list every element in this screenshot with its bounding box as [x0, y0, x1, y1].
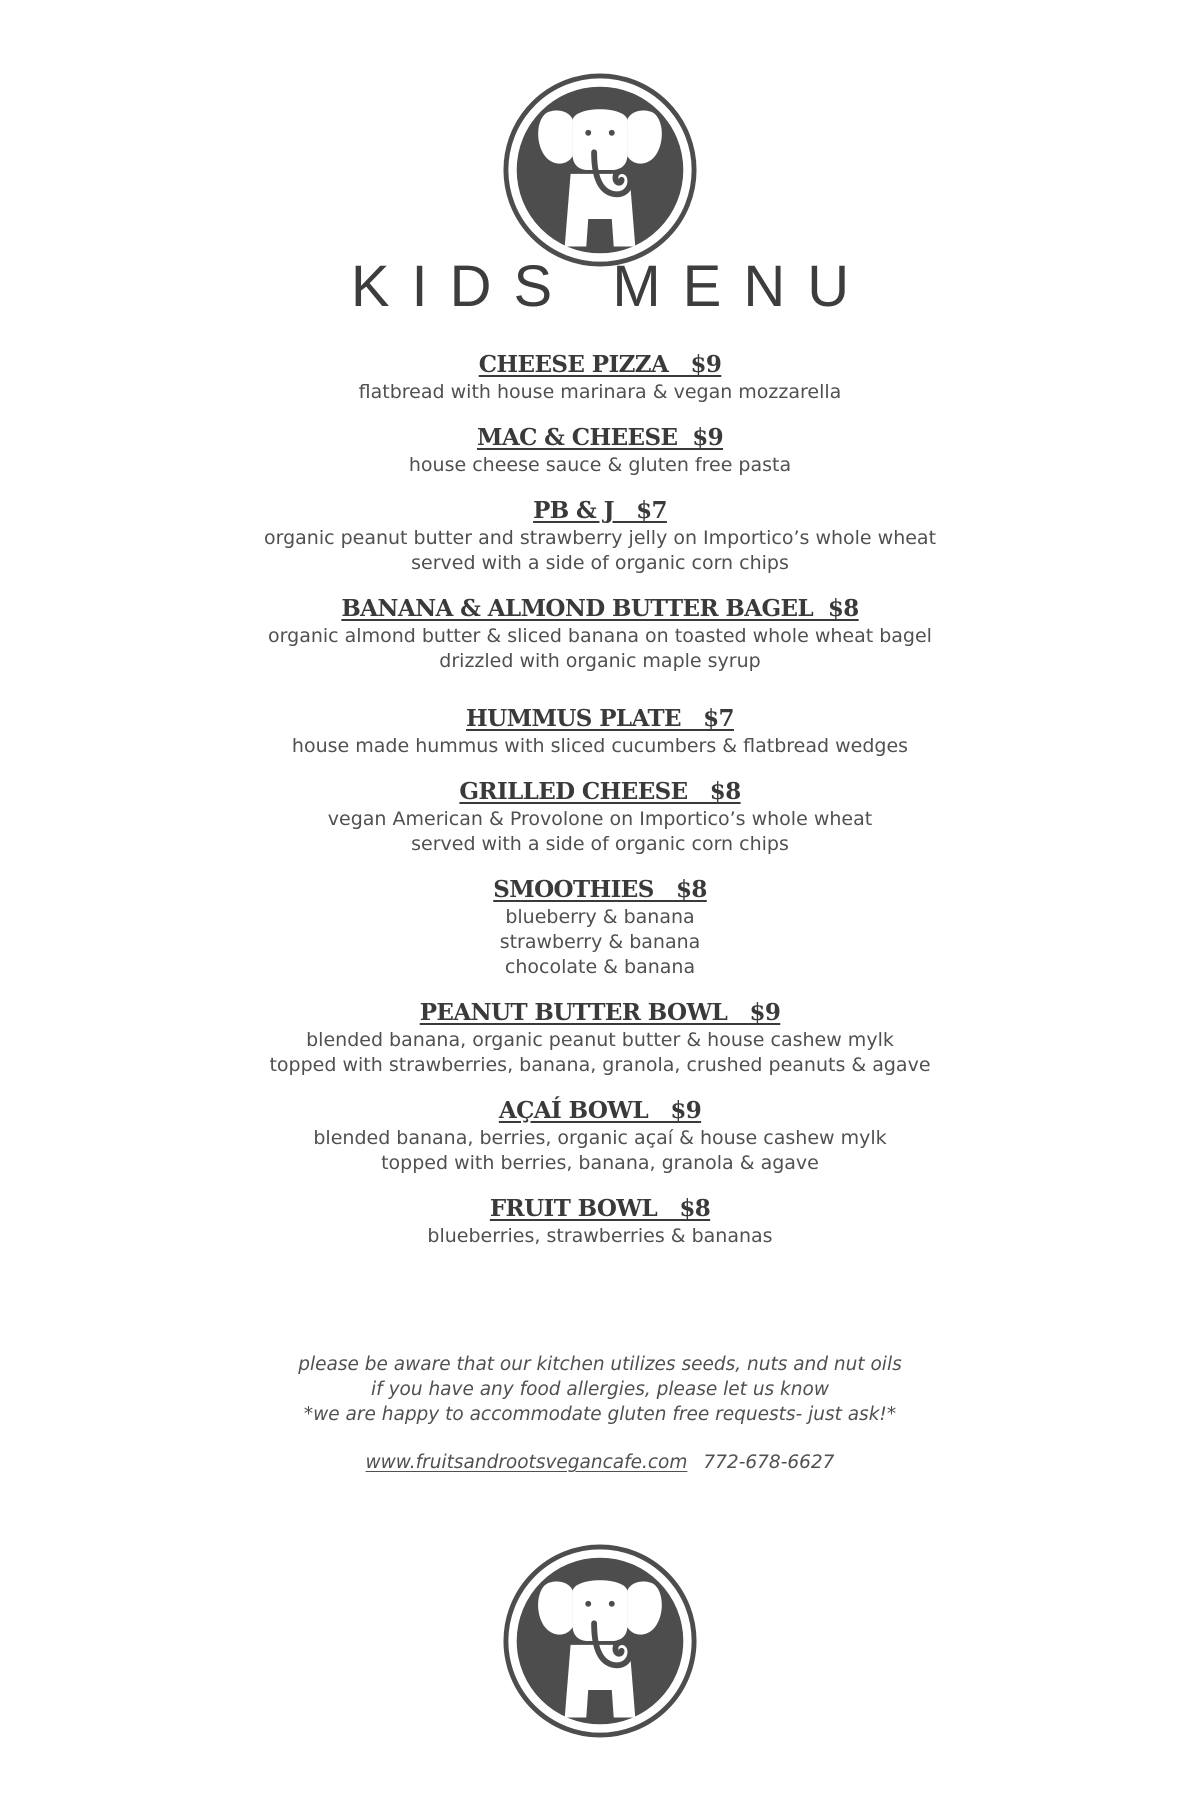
menu-item-title: MAC & CHEESE $9 [476, 424, 724, 451]
menu-item-title: PB & J $7 [533, 497, 667, 524]
menu-item-description: flatbread with house marinara & vegan mozzarella [358, 381, 842, 403]
menu-item-description: served with a side of organic corn chips [411, 552, 789, 574]
menu-item-title: PEANUT BUTTER BOWL $9 [419, 999, 781, 1026]
menu-item-hummus-plate [0, 704, 1200, 759]
elephant-logo-icon [502, 1543, 698, 1739]
gluten-free-note: *we are happy to accommodate gluten free requests- just ask!* [303, 1404, 897, 1425]
menu-item-description: strawberry & banana [499, 931, 701, 953]
menu-item-cheese-pizza [0, 350, 1200, 405]
menu-list [0, 350, 1200, 1267]
menu-item-title: AÇAÍ BOWL $9 [498, 1097, 702, 1124]
menu-item-description: topped with strawberries, banana, granola, crushed peanuts & agave [269, 1054, 931, 1076]
page-title: KIDS MENU [350, 254, 872, 319]
menu-item-title: SMOOTHIES $8 [493, 876, 707, 903]
menu-item-title: BANANA & ALMOND BUTTER BAGEL $8 [341, 595, 859, 622]
menu-item-description: chocolate & banana [504, 956, 696, 978]
menu-item-description: topped with berries, banana, granola & agave [381, 1152, 819, 1174]
allergy-note-line: if you have any food allergies, please let us know [371, 1379, 829, 1400]
menu-item-description: house cheese sauce & gluten free pasta [408, 454, 792, 476]
menu-item-pb-j [0, 496, 1200, 576]
menu-item-title: HUMMUS PLATE $7 [466, 705, 734, 732]
menu-item-smoothies [0, 875, 1200, 980]
menu-item-title: FRUIT BOWL $8 [489, 1195, 711, 1222]
allergy-note-line: please be aware that our kitchen utilizes seeds, nuts and nut oils [298, 1354, 902, 1375]
elephant-logo-icon [502, 72, 698, 268]
menu-item-grilled-cheese [0, 777, 1200, 857]
menu-item-description: vegan American & Provolone on Importico’s whole wheat [327, 808, 873, 830]
menu-item-description: served with a side of organic corn chips [411, 833, 789, 855]
menu-item-acai-bowl [0, 1096, 1200, 1176]
phone-number: 772-678-6627 [703, 1452, 835, 1473]
menu-item-description: drizzled with organic maple syrup [439, 650, 761, 672]
menu-item-description: blueberry & banana [505, 906, 695, 928]
menu-item-description: house made hummus with sliced cucumbers & flatbread wedges [291, 735, 909, 757]
menu-item-peanut-butter-bowl [0, 998, 1200, 1078]
menu-item-description: blended banana, organic peanut butter & house cashew mylk [306, 1029, 894, 1051]
menu-item-description: organic peanut butter and strawberry jelly on Importico’s whole wheat [263, 527, 937, 549]
menu-item-description: blended banana, berries, organic açaí & house cashew mylk [313, 1127, 887, 1149]
allergy-notes [0, 1352, 1200, 1427]
menu-item-title: GRILLED CHEESE $8 [459, 778, 741, 805]
menu-item-banana-bagel [0, 594, 1200, 674]
website-link[interactable]: www.fruitsandrootsvegancafe.com [365, 1452, 688, 1473]
menu-item-title: CHEESE PIZZA $9 [478, 351, 722, 378]
menu-item-fruit-bowl [0, 1194, 1200, 1249]
menu-item-description: blueberries, strawberries & bananas [427, 1225, 773, 1247]
menu-item-mac-cheese [0, 423, 1200, 478]
contact-info [0, 1452, 1200, 1473]
menu-item-description: organic almond butter & sliced banana on toasted whole wheat bagel [268, 625, 932, 647]
